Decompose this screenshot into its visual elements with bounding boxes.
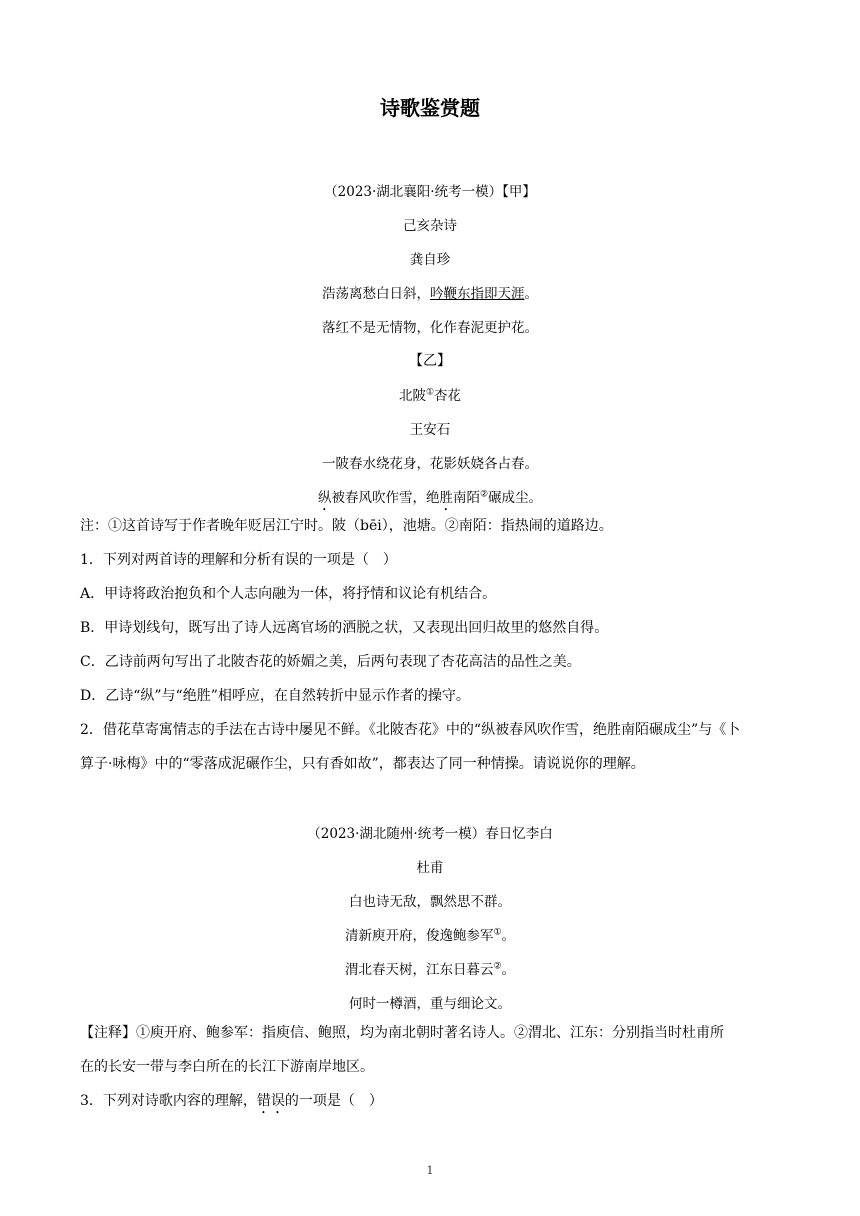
option-c: C．乙诗前两句写出了北陂杏花的娇媚之美，后两句表现了杏花高洁的品性之美。 (80, 654, 581, 670)
footnote-marker: ① (425, 387, 435, 398)
poem-b-title (0, 384, 860, 404)
emphasis-char: 胜 (439, 490, 453, 506)
section1-note: 注：①这首诗写于作者晚年贬居江宁时。陂（bēi），池塘。②南陌：指热闹的道路边。 (80, 518, 613, 534)
section2-body (80, 1016, 780, 1118)
poem-a-underlined-line: 吟鞭东指即天涯 (430, 286, 525, 302)
poem-a-author: 龚自珍 (409, 252, 451, 268)
page-title: 诗歌鉴赏题 (380, 96, 480, 120)
poem-c-line3-end: 。 (501, 962, 516, 978)
poem-a-line1 (0, 282, 860, 302)
poem-a-title: 己亥杂诗 (403, 218, 457, 234)
option-b: B．甲诗划线句，既写出了诗人远离官场的洒脱之状，又表现出回归故里的悠然自得。 (80, 620, 609, 636)
poem-c-line4: 何时一樽酒，重与细论文。 (349, 996, 511, 1012)
poem-b-line2-post: 南陌 (452, 490, 480, 506)
poem-b-mark: 【乙】 (409, 353, 451, 369)
page-number: 1 (426, 1164, 434, 1177)
poem-b-line1: 一陂春水绕花身，花影妖娆各占春。 (322, 456, 538, 472)
poem-c-line2 (0, 924, 860, 944)
option-a: A．甲诗将政治抱负和个人志向融为一体，将抒情和议论有机结合。 (80, 586, 497, 602)
question-3 (80, 1084, 780, 1118)
poem-b-line2-end: 碾成尘。 (488, 490, 543, 506)
poem-c-line3-pre: 渭北春天树，江东日暮云 (344, 962, 494, 978)
poem-b-title-post: 杏花 (434, 388, 462, 404)
emphasis-word: 错误 (256, 1093, 285, 1109)
poem-b-line2-mid: 被春风吹作雪，绝 (331, 490, 440, 506)
poem-b-author: 王安石 (409, 422, 451, 438)
section2-note-line2: 在的长安一带与李白所在的长江下游南岸地区。 (80, 1059, 374, 1075)
section1-source: （2023·湖北襄阳·统考一模）【甲】 (324, 184, 536, 200)
footnote-marker: ② (479, 489, 489, 500)
poem-a-line1-part1: 浩荡离愁白日斜， (322, 286, 430, 302)
footnote-marker: ② (493, 961, 502, 972)
poem-c-line3 (0, 958, 860, 978)
question-3-pre: 3．下列对诗歌内容的理解， (80, 1093, 257, 1109)
section1-body (80, 509, 780, 781)
section2-note-line1: 【注释】①庾开府、鲍参军：指庾信、鲍照，均为南北朝时著名诗人。②渭北、江东：分别指当时杜甫所 (80, 1025, 724, 1041)
question-3-post: 的一项是（ ） (284, 1093, 383, 1109)
section2-source: （2023·湖北随州·统考一模）春日忆李白 (307, 826, 553, 842)
poem-a-line2: 落红不是无情物，化作春泥更护花。 (322, 320, 538, 336)
emphasis-char: 纵 (317, 490, 332, 506)
poem-c-line1: 白也诗无敌，飘然思不群。 (349, 894, 511, 910)
footnote-marker: ① (493, 927, 502, 938)
poem-b-title-pre: 北陂 (398, 388, 426, 404)
poem-c-line2-end: 。 (501, 928, 516, 944)
poem-a-line1-end: 。 (524, 286, 538, 302)
section2-author: 杜甫 (416, 860, 444, 876)
question-1: 1．下列对两首诗的理解和分析有误的一项是（ ） (80, 552, 397, 568)
poem-c-line2-pre: 清新庾开府，俊逸鲍参军 (344, 928, 494, 944)
option-d: D．乙诗“纵”与“绝胜”相呼应，在自然转折中显示作者的操守。 (80, 688, 470, 704)
question-2-line2: 算子·咏梅》中的“零落成泥碾作尘，只有香如故”，都表达了同一种情操。请说说你的理解。 (80, 756, 645, 772)
question-2-line1: 2．借花草寄寓情志的手法在古诗中屡见不鲜。《北陂杏花》中的“纵被春风吹作雪，绝胜南陌碾成尘”与《卜 (80, 722, 741, 738)
